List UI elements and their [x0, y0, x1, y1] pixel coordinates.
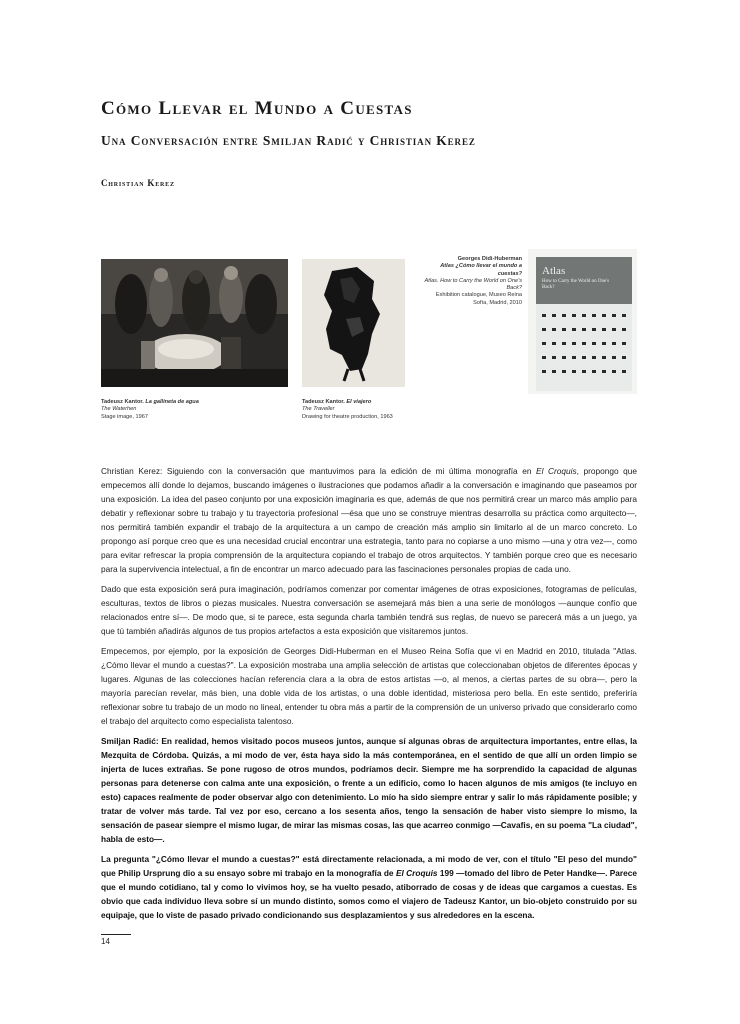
article-author: Christian Kerez	[101, 178, 175, 188]
atlas-book-cover	[528, 249, 637, 394]
paragraph-text: Christian Kerez: Siguiendo con la conversación que mantuvimos para la edición de mi última monografía en	[101, 466, 537, 476]
paragraph-3: Empecemos, por ejemplo, por la exposición de Georges Didi-Huberman en el Museo Reina Sofía que vi en Madrid en 2010, titulada "Atlas. ¿Cómo llevar el mundo a cuestas?". La exposición mostraba una amplia selección de artistas que coleccionaban objetos de diferentes épocas y lugares. Algunas de las colecciones hacían referencia clara a la obra de estos artistas —o, al menos, a ciertas partes de su obra—, pero la mayoría parecían revelar, más bien, una doble vida de los artistas, o una doble identidad, misteriosa pero bella. En este sentido, preferiría reflexionar sobre tu trabajo de un modo no lineal, entender tu obra más a partir de la comprensión de un universo privado que considerarlo como el trabajo del arquitecto como especialista talentoso.	[101, 646, 637, 726]
paragraph-4: Smiljan Radić: En realidad, hemos visitado pocos museos juntos, aunque sí algunas obras de arquitectura importantes, entre ellas, la Mezquita de Córdoba. Quizás, a mi modo de ver, ésta haya sido la más contemporánea, en el sentido de que allí un orden limpio se injerta de luces extrañas. Se pone rugoso de otros mundos, podríamos decir. Siempre me ha sorprendido la capacidad de algunas personas para detenerse con calma ante una exposición, o frente a un edificio, como lo hacen algunos de mis amigos (te incluyo en esto) capaces realmente de poder observar algo con detenimiento. Lo mío ha sido siempre entrar y salir lo más rápidamente posible; y tratar de volver más tarde. Tal vez por eso, cercano a los sesenta años, tengo la sensación de haber visto siempre lo mismo, la sensación de pasear siempre el mismo lugar, de mirar las mismas cosas, las que acarreo conmigo —Cavafis, en su poema "La ciudad", habla de esto—.	[101, 736, 637, 844]
caption-translation: The Traveller	[302, 406, 335, 413]
article-body	[101, 464, 637, 928]
magazine-title: El Croquis	[536, 466, 577, 476]
caption-author: Georges Didi-Huberman	[457, 256, 522, 262]
paragraph-text: La pregunta "¿Cómo llevar el mundo a cuestas?" está directamente relacionada, a mi modo de ver, con el título "El peso del mundo" que Philip Ursprung dio a su ensayo sobre mi trabajo en la monografía de	[101, 854, 637, 878]
paragraph-2: Dado que esta exposición será pura imaginación, podríamos comenzar por comentar imágenes de otras exposiciones, fotogramas de películas, esculturas, textos de libros o piezas musicales. Nuestra conversación se asemejará más bien a una serie de monólogos —aunque confío que relacionados entre sí—. De modo que, si te parece, esta segunda charla también tendrá sus reglas, de nuevo se parecerá más a un juego, ya que tú también añadirás algunos de tus propios artefactos a esta exposición que visitaremos juntos.	[101, 584, 637, 636]
caption-author: Tadeusz Kantor.	[101, 399, 144, 405]
caption-atlas	[420, 256, 522, 307]
paragraph-5	[101, 852, 637, 922]
drawing-traveller	[302, 259, 405, 387]
paragraph-text: , propongo que empecemos allí donde lo dejamos, buscando imágenes o ilustraciones que podamos añadir a la conversación e imaginando que paseamos por una exposición. La idea del paseo conjunto por una exposición imaginaria es que, además de que nos permitirá crear un marco más amplio para debatir y reflexionar sobre tu trabajo y tu trayectoria profesional —ésa que uno se construye mientras desarrolla su práctica como arquitecto—, nos permitirá también expandir el trabajo de la arquitectura a un campo de creación más amplio sin limitarlo al de un marco concreto. Lo propongo así porque creo que es una necesidad crucial encontrar una estrategia, tanto para no copiarse a uno mismo —una y otra vez—, como para evitar refrescar la propia comprensión de la arquitectura copiando el trabajo de otros arquitectos. Y también porque creo que es necesario para la supervivencia intelectual, a fin de encontrar un marco adecuado para las fascinaciones personales propias de cada uno.	[101, 466, 637, 574]
caption-waterhen	[101, 399, 281, 421]
article-title: Cómo Llevar el Mundo a Cuestas	[101, 98, 413, 119]
paragraph-text: 199 —tomado del libro de Peter Handke—. Parece que el mundo cotidiano, tal y como lo vivimos hoy, se ha vuelto pesado, atiborrado de cosas y de ideas que cargamos a cuestas. Es obvio que cada individuo lleva sobre sí un mundo distinto, somos como el viajero de Tadeusz Kantor, un bio-objeto construido por su equipaje, que lo viste de pasado privado condicionando sus desplazamientos y sus alrededores en la escena.	[101, 868, 637, 920]
page-number-rule	[101, 934, 131, 935]
magazine-title: El Croquis	[395, 868, 438, 878]
caption-detail: Stage image, 1967	[101, 413, 148, 420]
page-number: 14	[101, 937, 110, 946]
caption-work: El viajero	[346, 399, 372, 405]
caption-translation: Atlas. How to Carry the World on One's Back?	[424, 277, 522, 292]
book-cover-title: Atlas	[542, 265, 566, 277]
caption-translation: The Waterhen	[101, 406, 137, 413]
stage-photo-waterhen	[101, 259, 288, 387]
caption-work: La gallineta de agua	[145, 399, 199, 405]
caption-work: Atlas ¿Cómo llevar el mundo a cuestas?	[440, 263, 522, 277]
book-cover-subtitle: How to Carry the World on One's Back?	[542, 279, 610, 291]
caption-author: Tadeusz Kantor.	[302, 399, 345, 405]
caption-traveller	[302, 399, 482, 421]
article-subtitle: Una Conversación entre Smiljan Radić y Christian Kerez	[101, 133, 476, 148]
paragraph-1	[101, 464, 637, 576]
caption-detail: Exhibition catalogue, Museo Reina Sofía, Madrid, 2010	[435, 292, 522, 306]
caption-detail: Drawing for theatre production, 1963	[302, 413, 393, 420]
